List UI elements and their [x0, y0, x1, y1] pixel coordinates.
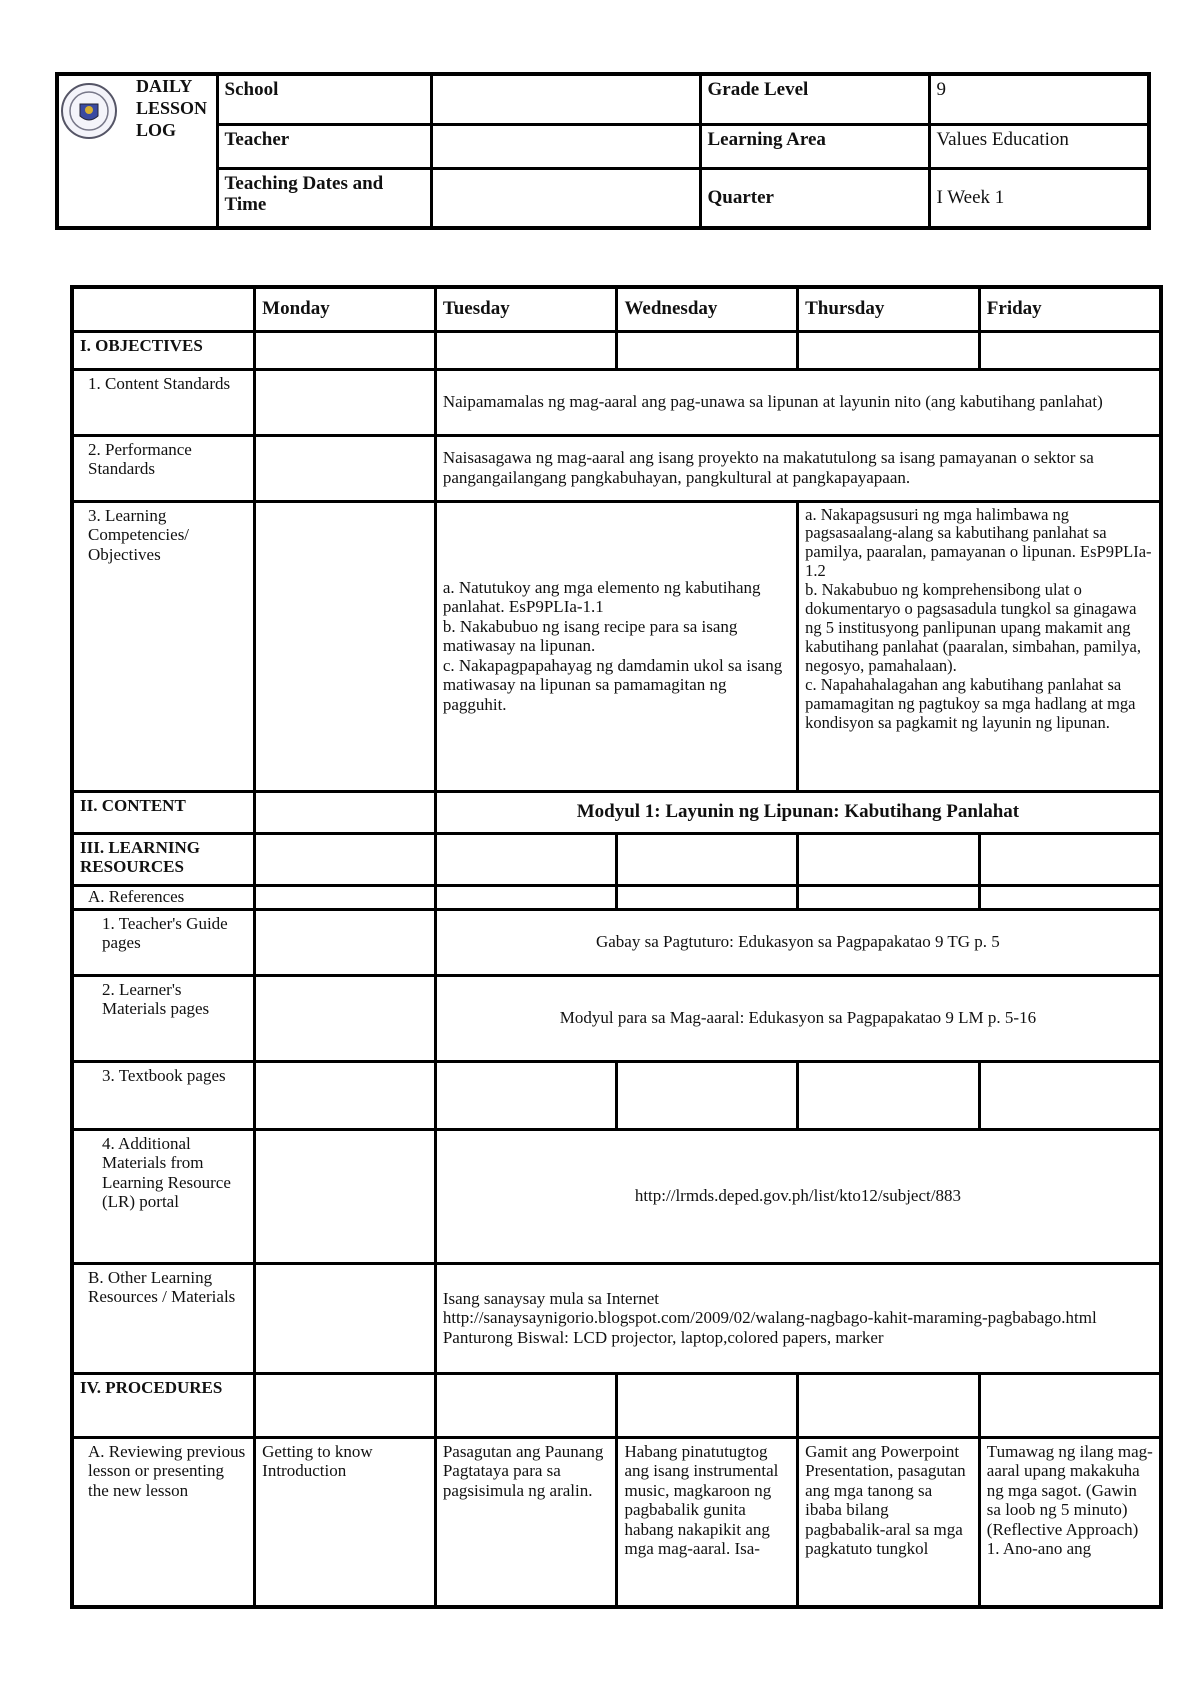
review-thursday: Gamit ang Powerpoint Presentation, pasagutan ang mga tanong sa ibaba bilang pagbabalik-aral sa mga pagkatuto tungkol — [798, 1437, 980, 1607]
cell — [255, 331, 436, 369]
cell — [435, 833, 617, 885]
day-monday: Monday — [255, 287, 436, 331]
day-wednesday: Wednesday — [617, 287, 798, 331]
competencies-label: 3. Learning Competencies/ Objectives — [72, 501, 255, 791]
cell — [255, 501, 436, 791]
textbook-pages-label: 3. Textbook pages — [72, 1061, 255, 1129]
cell — [435, 331, 617, 369]
teaching-dates-label: Teaching Dates and Time — [217, 168, 431, 228]
content-standards-label: 1. Content Standards — [72, 369, 255, 435]
content-module-title: Modyul 1: Layunin ng Lipunan: Kabutihang Panlahat — [435, 791, 1161, 833]
procedures-label: IV. PROCEDURES — [72, 1373, 255, 1437]
school-value — [431, 74, 700, 124]
daily-lesson-log-title: DAILY LESSON LOG — [136, 76, 208, 140]
cell — [435, 1373, 617, 1437]
header-table — [55, 72, 1151, 230]
teachers-guide-label: 1. Teacher's Guide pages — [72, 909, 255, 975]
teacher-label: Teacher — [217, 124, 431, 168]
cell — [255, 833, 436, 885]
cell — [255, 435, 436, 501]
lesson-log-table — [70, 285, 1163, 1609]
day-thursday: Thursday — [798, 287, 980, 331]
cell — [435, 885, 617, 909]
cell — [255, 791, 436, 833]
cell — [255, 1263, 436, 1373]
review-wednesday: Habang pinatutugtog ang isang instrumental music, magkaroon ng pagbabalik gunita habang nakapikit ang mga mag-aaral. Isa- — [617, 1437, 798, 1607]
learners-materials-text: Modyul para sa Mag-aaral: Edukasyon sa Pagpapakatao 9 LM p. 5-16 — [435, 975, 1161, 1061]
objectives-label: I. OBJECTIVES — [72, 331, 255, 369]
other-resources-text: Isang sanaysay mula sa Internet http://sanaysaynigorio.blogspot.com/2009/02/walang-nagbago-kahit-maraming-pagbabago.html Panturong Biswal: LCD projector, laptop,colored papers, marker — [435, 1263, 1161, 1373]
cell — [798, 1061, 980, 1129]
quarter-label: Quarter — [700, 168, 929, 228]
grade-level-value: 9 — [929, 74, 1149, 124]
cell — [979, 1373, 1161, 1437]
learning-resources-label: III. LEARNING RESOURCES — [72, 833, 255, 885]
cell — [255, 975, 436, 1061]
reviewing-lesson-label: A. Reviewing previous lesson or presenting the new lesson — [72, 1437, 255, 1607]
competencies-tue-wed: a. Natutukoy ang mga elemento ng kabutihang panlahat. EsP9PLIa-1.1 b. Nakabubuo ng isang recipe para sa isang matiwasay na lipunan. c. Nakapagpapahayag ng damdamin ukol sa isang matiwasay na lipunan sa pamamagitan ng pagguhit. — [435, 501, 797, 791]
review-friday: Tumawag ng ilang mag-aaral upang makakuha ng mga sagot. (Gawin sa loob ng 5 minuto) (Reflective Approach) 1. Ano-ano ang — [979, 1437, 1161, 1607]
school-label: School — [217, 74, 431, 124]
cell — [617, 331, 798, 369]
cell — [979, 833, 1161, 885]
cell — [255, 1373, 436, 1437]
cell — [255, 1061, 436, 1129]
performance-standards-text: Naisasagawa ng mag-aaral ang isang proyekto na makatutulong sa isang pamayanan o sektor sa pangangailangang pangkabuhayan, pangkultural at pangkapayapaan. — [435, 435, 1161, 501]
teachers-guide-text: Gabay sa Pagtuturo: Edukasyon sa Pagpapakatao 9 TG p. 5 — [435, 909, 1161, 975]
other-resources-label: B. Other Learning Resources / Materials — [72, 1263, 255, 1373]
cell — [798, 1373, 980, 1437]
cell — [255, 909, 436, 975]
teacher-value — [431, 124, 700, 168]
teaching-dates-value — [431, 168, 700, 228]
cell — [255, 885, 436, 909]
day-tuesday: Tuesday — [435, 287, 617, 331]
cell — [255, 1129, 436, 1263]
cell — [617, 833, 798, 885]
cell — [435, 1061, 617, 1129]
grade-level-label: Grade Level — [700, 74, 929, 124]
cell — [798, 833, 980, 885]
learning-area-label: Learning Area — [700, 124, 929, 168]
competencies-thu-fri: a. Nakapagsusuri ng mga halimbawa ng pagsasaalang-alang sa kabutihang panlahat sa pamilya, paaralan, pamayanan o lipunan. EsP9PLIa-1.2 b. Nakabubuo ng komprehensibong ulat o dokumentaryo o pagsasadula tungkol sa ginagawa ng 5 institusyong panlipunan upang makamit ang kabutihang panlahat (paaralan, simbahan, pamilya, negosyo, pamahalaan). c. Napahahalagahan ang kabutihang panlahat sa pamamagitan ng pagtukoy sa mga hadlang at mga kondisyon sa pagkamit ng layunin ng lipunan. — [798, 501, 1161, 791]
cell — [979, 885, 1161, 909]
references-label: A. References — [72, 885, 255, 909]
additional-materials-label: 4. Additional Materials from Learning Resource (LR) portal — [72, 1129, 255, 1263]
learners-materials-label: 2. Learner's Materials pages — [72, 975, 255, 1061]
logo-cell — [57, 74, 217, 228]
cell — [617, 1061, 798, 1129]
review-tuesday: Pasagutan ang Paunang Pagtataya para sa pagsisimula ng aralin. — [435, 1437, 617, 1607]
review-monday: Getting to know Introduction — [255, 1437, 436, 1607]
cell — [979, 331, 1161, 369]
cell — [617, 1373, 798, 1437]
performance-standards-label: 2. Performance Standards — [72, 435, 255, 501]
cell — [798, 885, 980, 909]
cell — [979, 1061, 1161, 1129]
cell — [617, 885, 798, 909]
content-label: II. CONTENT — [72, 791, 255, 833]
content-standards-text: Naipamamalas ng mag-aaral ang pag-unawa sa lipunan at layunin nito (ang kabutihang panlahat) — [435, 369, 1161, 435]
cell — [255, 369, 436, 435]
cell — [798, 331, 980, 369]
lr-portal-link: http://lrmds.deped.gov.ph/list/kto12/subject/883 — [435, 1129, 1161, 1263]
day-friday: Friday — [979, 287, 1161, 331]
learning-area-value: Values Education — [929, 124, 1149, 168]
quarter-value: I Week 1 — [929, 168, 1149, 228]
blank-corner-cell — [72, 287, 255, 331]
